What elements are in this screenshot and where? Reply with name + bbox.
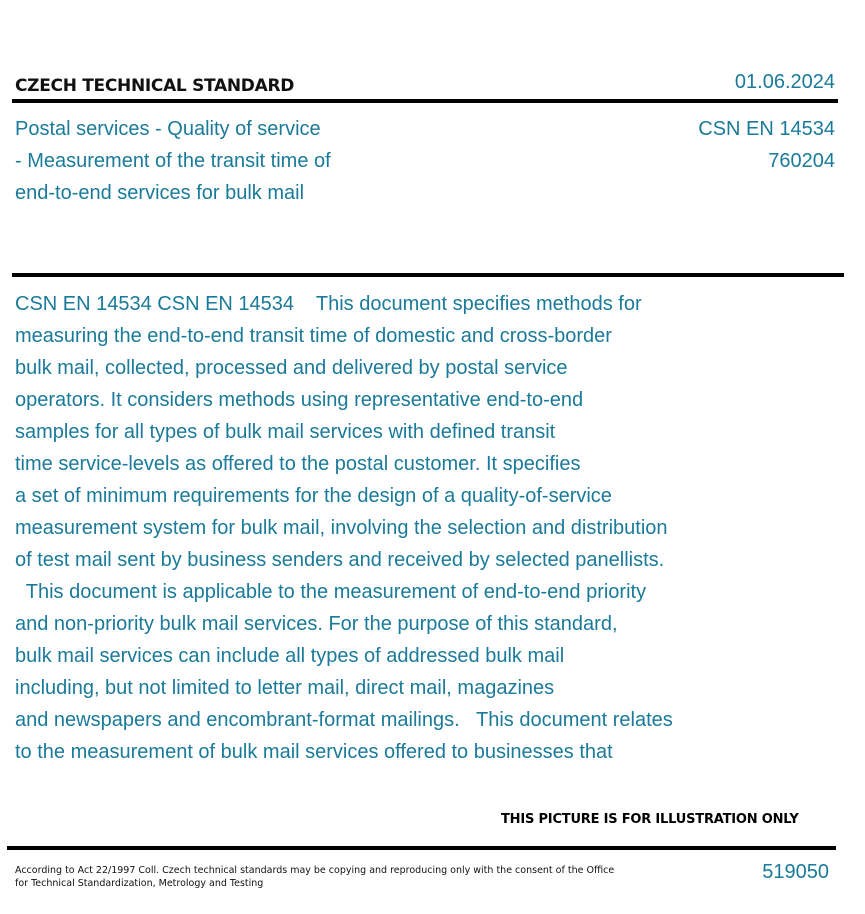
standard-identifiers [698,113,835,177]
abstract-line: of test mail sent by business senders and received by selected panellists. [15,549,665,571]
bottom-rule [7,846,836,850]
document-title-line: Postal services - Quality of service [15,118,321,140]
abstract-line: time service-levels as offered to the postal customer. It specifies [15,453,581,475]
document-title [15,113,395,209]
standard-code: CSN EN 14534 [698,118,835,140]
abstract-line: bulk mail services can include all types of addressed bulk mail [15,645,565,667]
abstract-line: operators. It considers methods using representative end-to-end [15,389,584,411]
abstract-line: including, but not limited to letter mail, direct mail, magazines [15,677,555,699]
abstract-line: a set of minimum requirements for the design of a quality-of-service [15,485,612,507]
catalog-number: 519050 [762,861,829,883]
abstract-line: and newspapers and encombrant-format mailings. This document relates [15,709,673,731]
abstract-line: and non-priority bulk mail services. For the purpose of this standard, [15,613,618,635]
abstract-line: measurement system for bulk mail, involving the selection and distribution [15,517,668,539]
legal-footer-note [15,864,615,890]
classification-number: 760204 [768,150,835,172]
top-rule [12,99,838,103]
abstract-line: This document is applicable to the measurement of end-to-end priority [15,581,647,603]
abstract-line: CSN EN 14534 CSN EN 14534 This document specifies methods for [15,293,642,315]
illustration-disclaimer: THIS PICTURE IS FOR ILLUSTRATION ONLY [501,812,799,827]
middle-rule [12,273,844,277]
abstract-line: to the measurement of bulk mail services offered to businesses that [15,741,613,763]
abstract-line: bulk mail, collected, processed and delivered by postal service [15,357,568,379]
abstract-line: samples for all types of bulk mail services with defined transit [15,421,556,443]
legal-footer-line: for Technical Standardization, Metrology and Testing [15,878,264,889]
document-title-line: - Measurement of the transit time of [15,150,331,172]
header-date: 01.06.2024 [734,71,835,93]
abstract-text [15,288,745,768]
header-title: CZECH TECHNICAL STANDARD [15,76,295,96]
legal-footer-line: According to Act 22/1997 Coll. Czech technical standards may be copying and reproducing only with the consent of the Office [15,865,615,876]
document-title-line: end-to-end services for bulk mail [15,182,305,204]
abstract-line: measuring the end-to-end transit time of domestic and cross-border [15,325,612,347]
